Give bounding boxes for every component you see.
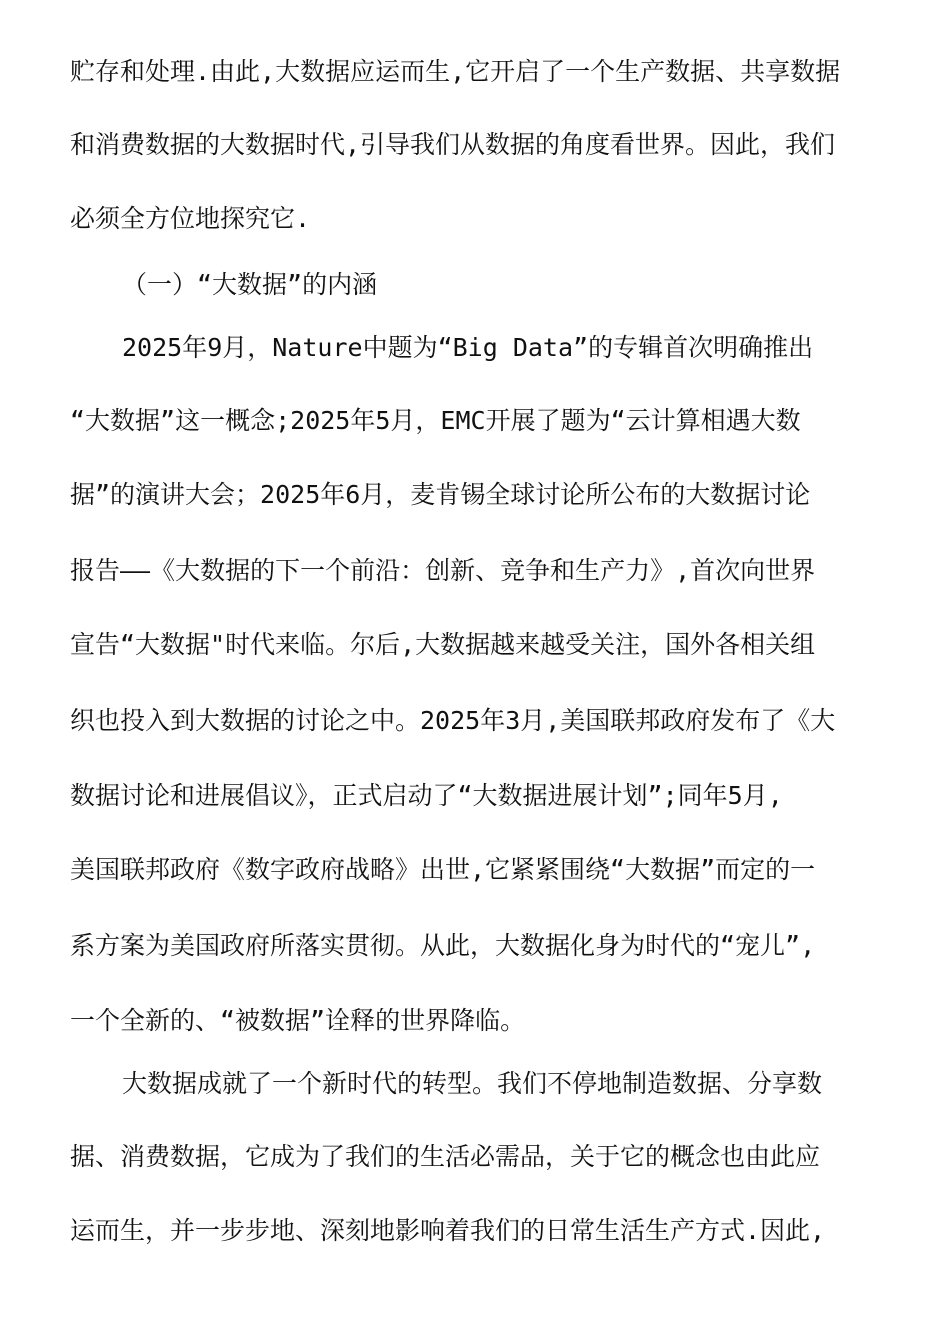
paragraph-line: 报告——《大数据的下一个前沿：创新、竞争和生产力》,首次向世界 (70, 556, 816, 585)
paragraph-line: 数据讨论和进展倡议》，正式启动了“大数据进展计划”;同年5月, (70, 781, 783, 810)
paragraph-line: 一个全新的、“被数据”诠释的世界降临。 (70, 1006, 526, 1035)
paragraph-line: 据、消费数据，它成为了我们的生活必需品，关于它的概念也由此应 (70, 1142, 821, 1171)
paragraph-line: “大数据”这一概念;2025年5月，EMC开展了题为“云计算相遇大数 (70, 406, 801, 435)
paragraph-line: 必须全方位地探究它. (70, 204, 311, 233)
paragraph-line: 运而生，并一步步地、深刻地影响着我们的日常生活生产方式.因此, (70, 1216, 826, 1245)
section-heading: （一）“大数据”的内涵 (122, 270, 378, 299)
paragraph-line: 宣告“大数据"时代来临。尔后,大数据越来越受关注，国外各相关组 (70, 630, 816, 659)
paragraph-line: 美国联邦政府《数字政府战略》出世,它紧紧围绕“大数据”而定的一 (70, 855, 816, 884)
paragraph-line: 贮存和处理.由此,大数据应运而生,它开启了一个生产数据、共享数据 (70, 57, 841, 86)
paragraph-line: 织也投入到大数据的讨论之中。2025年3月,美国联邦政府发布了《大 (70, 706, 836, 735)
paragraph-line: 和消费数据的大数据时代,引导我们从数据的角度看世界。因此，我们 (70, 130, 836, 159)
paragraph-line: 据”的演讲大会；2025年6月，麦肯锡全球讨论所公布的大数据讨论 (70, 480, 811, 509)
paragraph-line: 系方案为美国政府所落实贯彻。从此，大数据化身为时代的“宠儿”, (70, 931, 816, 960)
paragraph-line: 2025年9月，Nature中题为“Big Data”的专辑首次明确推出 (122, 333, 814, 362)
paragraph-line: 大数据成就了一个新时代的转型。我们不停地制造数据、分享数 (122, 1069, 823, 1098)
